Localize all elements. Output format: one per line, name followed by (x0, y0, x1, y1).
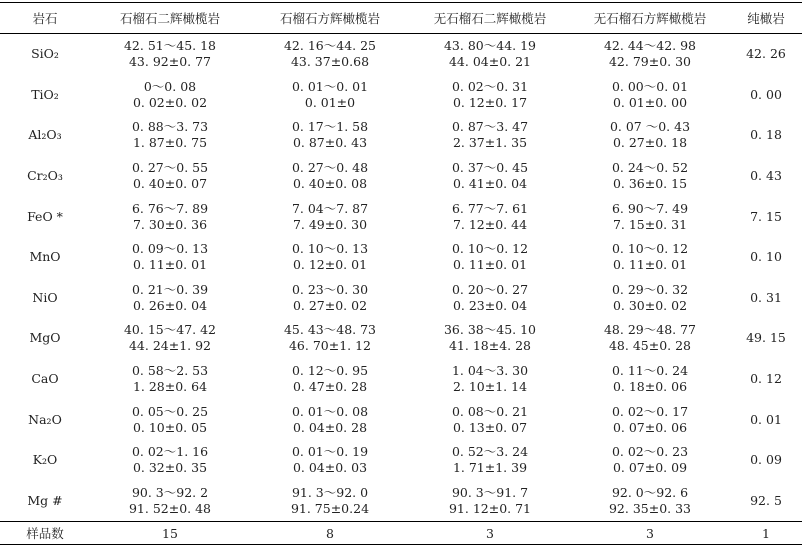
value-cell (250, 75, 410, 116)
table-row (0, 75, 802, 116)
value-range: 0. 58～2. 53 (131, 363, 209, 379)
table-row (0, 481, 802, 522)
value-cell (90, 34, 250, 75)
value-cell (570, 156, 730, 197)
value-mean: 7. 30±0. 36 (132, 216, 208, 232)
value-range: 0. 17～1. 58 (291, 119, 369, 135)
value-cell (570, 440, 730, 481)
value-cell (90, 440, 250, 481)
value-cell (570, 278, 730, 319)
value-cell (570, 237, 730, 278)
table-row (0, 115, 802, 156)
value-mean: 0. 26±0. 04 (132, 297, 208, 313)
value-cell (250, 115, 410, 156)
value-cell (570, 75, 730, 116)
oxide-label: Al₂O₃ (28, 127, 62, 143)
value-cell (90, 156, 250, 197)
value-range: 0. 07 ～0. 43 (609, 119, 691, 135)
value-mean: 0. 01±0. 00 (612, 94, 688, 110)
dunite-value: 92. 5 (750, 492, 782, 508)
dunite-value: 0. 09 (750, 452, 782, 468)
header-garnet-lherzolite: 石榴石二辉橄榄岩 (90, 3, 250, 34)
value-cell (410, 399, 570, 440)
table-row (0, 318, 802, 359)
table-row (0, 156, 802, 197)
value-cell (410, 278, 570, 319)
value-mean: 1. 71±1. 39 (452, 460, 528, 476)
value-mean: 0. 18±0. 06 (612, 379, 688, 395)
value-mean: 0. 36±0. 15 (612, 176, 688, 192)
value-cell (250, 156, 410, 197)
value-cell (410, 34, 570, 75)
value-range: 36. 38～45. 10 (443, 322, 537, 338)
value-cell (570, 399, 730, 440)
value-range: 0. 10～0. 13 (291, 241, 369, 257)
oxide-label: SiO₂ (31, 46, 59, 62)
value-range: 91. 3～92. 0 (291, 484, 369, 500)
value-mean: 92. 35±0. 33 (608, 500, 692, 516)
value-range: 0. 21～0. 39 (131, 281, 209, 297)
header-garnet-free-harzburgite: 无石榴石方辉橄榄岩 (570, 3, 730, 34)
table-row (0, 399, 802, 440)
value-cell (410, 318, 570, 359)
value-range: 0. 00～0. 01 (611, 78, 689, 94)
value-mean: 46. 70±1. 12 (288, 338, 372, 354)
value-range: 0. 52～3. 24 (451, 444, 529, 460)
value-cell (410, 359, 570, 400)
table-row (0, 359, 802, 400)
value-cell (410, 440, 570, 481)
value-range: 45. 43～48. 73 (283, 322, 377, 338)
oxide-label: Na₂O (28, 411, 62, 427)
dunite-value: 0. 10 (750, 249, 782, 265)
value-range: 0. 27～0. 48 (291, 160, 369, 176)
value-range: 0. 01～0. 01 (291, 78, 369, 94)
value-range: 0. 10～0. 12 (611, 241, 689, 257)
value-mean: 0. 11±0. 01 (452, 257, 528, 273)
value-mean: 0. 11±0. 01 (132, 257, 208, 273)
value-mean: 2. 37±1. 35 (452, 135, 528, 151)
header-dunite: 纯橄岩 (730, 3, 802, 34)
value-cell (90, 318, 250, 359)
value-mean: 44. 04±0. 21 (448, 54, 532, 70)
header-garnet-free-lherzolite: 无石榴石二辉橄榄岩 (410, 3, 570, 34)
value-range: 1. 04～3. 30 (451, 363, 529, 379)
value-mean: 0. 27±0. 18 (612, 135, 688, 151)
value-mean: 91. 12±0. 71 (448, 500, 532, 516)
value-mean: 0. 12±0. 17 (452, 94, 528, 110)
header-garnet-harzburgite: 石榴石方辉橄榄岩 (250, 3, 410, 34)
value-mean: 1. 28±0. 64 (132, 379, 208, 395)
value-cell (250, 440, 410, 481)
value-range: 0. 12～0. 95 (291, 363, 369, 379)
value-cell (250, 196, 410, 237)
value-cell (90, 399, 250, 440)
value-mean: 43. 92±0. 77 (128, 54, 212, 70)
value-mean: 0. 27±0. 02 (292, 297, 368, 313)
sample-count-cell: 15 (90, 522, 250, 545)
value-mean: 42. 79±0. 30 (608, 54, 692, 70)
dunite-value: 0. 43 (750, 168, 782, 184)
value-range: 0. 10～0. 12 (451, 241, 529, 257)
value-cell (250, 278, 410, 319)
value-range: 0. 20～0. 27 (451, 281, 529, 297)
value-cell (570, 34, 730, 75)
table-row (0, 237, 802, 278)
value-cell (250, 481, 410, 522)
value-range: 0. 08～0. 21 (451, 403, 529, 419)
sample-count-cell: 1 (730, 522, 802, 545)
dunite-value: 49. 15 (746, 330, 786, 346)
value-cell (410, 156, 570, 197)
oxide-label: Cr₂O₃ (27, 168, 63, 184)
value-mean: 41. 18±4. 28 (448, 338, 532, 354)
value-range: 0. 24～0. 52 (611, 160, 689, 176)
value-mean: 0. 13±0. 07 (452, 419, 528, 435)
value-mean: 0. 30±0. 02 (612, 297, 688, 313)
oxide-label: MnO (29, 249, 61, 265)
table-row (0, 440, 802, 481)
value-cell (570, 115, 730, 156)
value-mean: 0. 40±0. 08 (292, 176, 368, 192)
value-range: 0. 27～0. 55 (131, 160, 209, 176)
value-cell (90, 481, 250, 522)
value-cell (410, 196, 570, 237)
value-cell (90, 115, 250, 156)
value-range: 0. 02～0. 23 (611, 444, 689, 460)
table-header-row (0, 3, 802, 34)
value-range: 43. 80～44. 19 (443, 38, 537, 54)
table-row (0, 278, 802, 319)
value-mean: 7. 12±0. 44 (452, 216, 528, 232)
value-range: 0. 02～1. 16 (131, 444, 209, 460)
oxide-composition-table (0, 2, 802, 545)
oxide-label: K₂O (32, 452, 58, 468)
value-range: 0. 11～0. 24 (611, 363, 689, 379)
value-range: 0. 88～3. 73 (131, 119, 209, 135)
value-cell (90, 359, 250, 400)
oxide-label: FeO * (27, 208, 63, 224)
sample-count-cell: 3 (570, 522, 730, 545)
value-mean: 48. 45±0. 28 (608, 338, 692, 354)
value-mean: 44. 24±1. 92 (128, 338, 212, 354)
value-mean: 7. 15±0. 31 (612, 216, 688, 232)
dunite-value: 0. 18 (750, 127, 782, 143)
oxide-label: NiO (32, 289, 58, 305)
value-range: 42. 16～44. 25 (283, 38, 377, 54)
value-range: 0. 37～0. 45 (451, 160, 529, 176)
value-mean: 91. 75±0.24 (290, 500, 370, 516)
table-row (0, 34, 802, 75)
value-cell (250, 359, 410, 400)
value-cell (570, 196, 730, 237)
value-cell (90, 278, 250, 319)
value-cell (250, 318, 410, 359)
value-range: 40. 15～47. 42 (123, 322, 217, 338)
value-mean: 1. 87±0. 75 (132, 135, 208, 151)
dunite-value: 42. 26 (746, 46, 786, 62)
value-cell (90, 75, 250, 116)
value-cell (410, 75, 570, 116)
sample-count-row (0, 522, 802, 545)
value-mean: 0. 07±0. 09 (612, 460, 688, 476)
value-mean: 0. 47±0. 28 (292, 379, 368, 395)
value-mean: 0. 40±0. 07 (132, 176, 208, 192)
value-range: 48. 29～48. 77 (603, 322, 697, 338)
value-mean: 0. 01±0 (304, 94, 356, 110)
value-mean: 0. 04±0. 03 (292, 460, 368, 476)
value-cell (250, 34, 410, 75)
value-cell (410, 237, 570, 278)
oxide-label: TiO₂ (31, 86, 59, 102)
value-range: 0. 09～0. 13 (131, 241, 209, 257)
value-mean: 0. 12±0. 01 (292, 257, 368, 273)
table-row (0, 196, 802, 237)
value-range: 0. 23～0. 30 (291, 281, 369, 297)
sample-count-cell: 3 (410, 522, 570, 545)
value-range: 42. 44～42. 98 (603, 38, 697, 54)
value-cell (570, 318, 730, 359)
value-range: 0～0. 08 (143, 78, 197, 94)
value-mean: 0. 10±0. 05 (132, 419, 208, 435)
value-range: 0. 01～0. 19 (291, 444, 369, 460)
sample-count-cell: 8 (250, 522, 410, 545)
value-mean: 0. 41±0. 04 (452, 176, 528, 192)
value-range: 0. 02～0. 31 (451, 78, 529, 94)
value-mean: 0. 11±0. 01 (612, 257, 688, 273)
value-mean: 0. 23±0. 04 (452, 297, 528, 313)
value-cell (90, 196, 250, 237)
value-cell (410, 115, 570, 156)
value-cell (250, 399, 410, 440)
value-range: 7. 04～7. 87 (291, 200, 369, 216)
value-range: 6. 76～7. 89 (131, 200, 209, 216)
value-cell (250, 237, 410, 278)
value-range: 0. 02～0. 17 (611, 403, 689, 419)
dunite-value: 0. 12 (750, 371, 782, 387)
value-mean: 2. 10±1. 14 (452, 379, 528, 395)
value-range: 0. 87～3. 47 (451, 119, 529, 135)
value-mean: 0. 07±0. 06 (612, 419, 688, 435)
value-range: 92. 0～92. 6 (611, 484, 689, 500)
sample-count-label: 样品数 (0, 522, 90, 545)
value-cell (90, 237, 250, 278)
dunite-value: 0. 01 (750, 411, 782, 427)
value-mean: 0. 32±0. 35 (132, 460, 208, 476)
value-range: 90. 3～92. 2 (131, 484, 209, 500)
value-mean: 0. 04±0. 28 (292, 419, 368, 435)
value-range: 0. 29～0. 32 (611, 281, 689, 297)
oxide-label: MgO (29, 330, 61, 346)
value-cell (570, 481, 730, 522)
value-mean: 7. 49±0. 30 (292, 216, 368, 232)
value-cell (410, 481, 570, 522)
value-mean: 0. 87±0. 43 (292, 135, 368, 151)
value-mean: 0. 02±0. 02 (132, 94, 208, 110)
oxide-label: Mg # (27, 492, 63, 508)
value-range: 6. 90～7. 49 (611, 200, 689, 216)
dunite-value: 0. 31 (750, 289, 782, 305)
header-rock: 岩石 (0, 3, 90, 34)
value-range: 6. 77～7. 61 (451, 200, 529, 216)
value-cell (570, 359, 730, 400)
dunite-value: 0. 00 (750, 86, 782, 102)
value-range: 0. 05～0. 25 (131, 403, 209, 419)
value-range: 90. 3～91. 7 (451, 484, 529, 500)
value-range: 42. 51～45. 18 (123, 38, 217, 54)
value-range: 0. 01～0. 08 (291, 403, 369, 419)
value-mean: 43. 37±0.68 (290, 54, 370, 70)
value-mean: 91. 52±0. 48 (128, 500, 212, 516)
oxide-label: CaO (31, 371, 59, 387)
dunite-value: 7. 15 (750, 208, 782, 224)
